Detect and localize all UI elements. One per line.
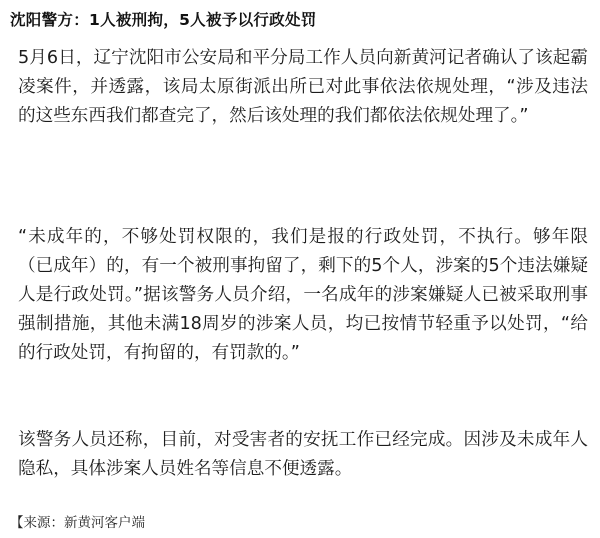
paragraph-penalty-details: “未成年的，不够处罚权限的，我们是报的行政处罚，不执行。够年限（已成年）的，有一个被刑事拘留了，剩下的5个人，涉案的5个违法嫌疑人是行政处罚。”据该警务人员介绍，一名成年的涉案嫌疑人已被采取刑事强制措施，其他未满18周岁的涉案人员，均已按情节轻重予以处罚，“给的行政处罚，有拘留的，有罚款的。” [18,227,588,363]
article-headline: 沈阳警方：1人被刑拘，5人被予以行政处罚 [10,11,317,29]
paragraph-case-confirmation: 5月6日，辽宁沈阳市公安局和平分局工作人员向新黄河记者确认了该起霸凌案件，并透露，该局太原街派出所已对此事依法依规处理，“涉及违法的这些东西我们都查完了，然后该处理的我们都依法依规处理了。” [18,48,588,126]
paragraph-victim-support: 该警务人员还称，目前，对受害者的安抚工作已经完成。因涉及未成年人隐私，具体涉案人员姓名等信息不便透露。 [18,430,588,479]
source-attribution: 【来源：新黄河客户端 [10,515,145,531]
